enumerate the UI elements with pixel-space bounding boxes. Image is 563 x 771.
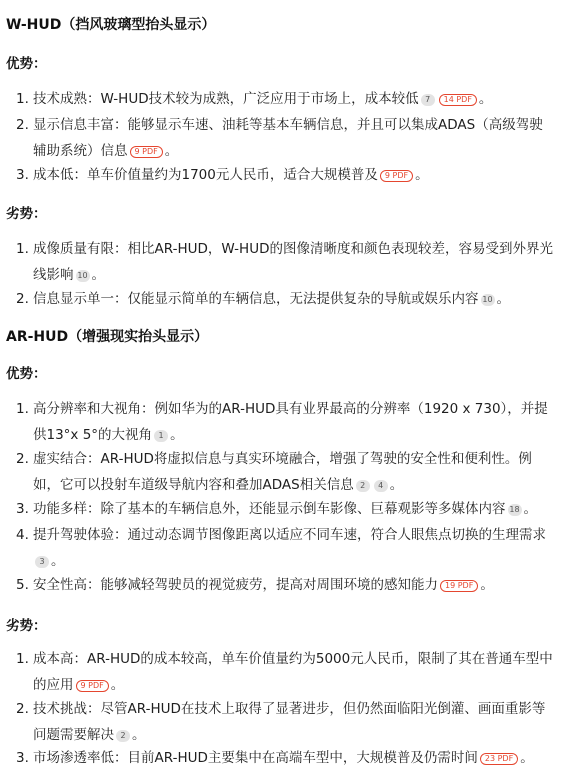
item-number: 1. bbox=[16, 241, 29, 257]
item-end-punct: 。 bbox=[170, 427, 184, 443]
citation-badge[interactable]: 10 bbox=[482, 295, 493, 304]
pdf-source-badge[interactable]: 23 PDF bbox=[480, 753, 518, 765]
item-number: 2. bbox=[16, 117, 29, 133]
item-number: 1. bbox=[16, 91, 29, 107]
item-text: 显示信息丰富：能够显示车速、油耗等基本车辆信息，并且可以集成ADAS（高级驾驶辅助系统）信息 bbox=[33, 117, 543, 159]
item-end-punct: 。 bbox=[520, 750, 534, 766]
list-item bbox=[16, 112, 554, 164]
pros-label: 优势： bbox=[6, 366, 47, 382]
item-end-punct: 。 bbox=[110, 677, 125, 693]
item-end-punct: 。 bbox=[480, 577, 494, 593]
item-number: 2. bbox=[16, 701, 29, 717]
cons-label: 劣势： bbox=[6, 206, 47, 222]
list-item bbox=[16, 86, 554, 112]
list-item bbox=[16, 696, 554, 748]
citation-badge[interactable]: 1 bbox=[154, 430, 168, 442]
citation-badge[interactable]: 10 bbox=[77, 271, 88, 280]
item-end-punct: 。 bbox=[51, 553, 65, 569]
item-text: 成本低：单车价值量约为1700元人民币，适合大规模普及 bbox=[33, 167, 378, 183]
item-end-punct: 。 bbox=[415, 167, 429, 183]
item-text: 技术挑战：尽管AR-HUD在技术上取得了显著进步，但仍然面临阳光倒灌、画面重影等问题需要解决 bbox=[33, 701, 546, 743]
item-text: 技术成熟：W-HUD技术较为成熟，广泛应用于市场上，成本较低 bbox=[33, 91, 419, 107]
pdf-source-badge[interactable]: 14 PDF bbox=[439, 94, 477, 106]
list-item bbox=[16, 522, 554, 574]
section-title-arhud: AR-HUD（增强现实抬头显示） bbox=[6, 329, 209, 345]
item-end-punct: 。 bbox=[164, 143, 179, 159]
list-item bbox=[16, 745, 554, 771]
pdf-source-badge[interactable]: 9 PDF bbox=[380, 170, 413, 182]
citation-badge[interactable]: 18 bbox=[509, 505, 520, 514]
item-number: 1. bbox=[16, 401, 29, 417]
item-text: 提升驾驶体验：通过动态调节图像距离以适应不同车速，符合人眼焦点切换的生理需求 bbox=[33, 527, 546, 543]
list-item bbox=[16, 646, 554, 698]
citation-badge[interactable]: 3 bbox=[35, 556, 49, 568]
item-number: 2. bbox=[16, 451, 29, 467]
citation-badge[interactable]: 2 bbox=[116, 730, 130, 742]
item-end-punct: 。 bbox=[389, 477, 404, 493]
item-text: 信息显示单一：仅能显示简单的车辆信息，无法提供复杂的导航或娱乐内容 bbox=[33, 291, 479, 307]
item-text: 功能多样：除了基本的车辆信息外，还能显示倒车影像、巨幕观影等多媒体内容 bbox=[33, 501, 506, 517]
list-item bbox=[16, 572, 554, 598]
item-number: 5. bbox=[16, 577, 29, 593]
list-item bbox=[16, 236, 554, 288]
item-end-punct: 。 bbox=[496, 291, 510, 307]
citation-badge[interactable]: 4 bbox=[374, 480, 388, 492]
item-number: 3. bbox=[16, 501, 29, 517]
item-text: 成像质量有限：相比AR-HUD，W-HUD的图像清晰度和颜色表现较差，容易受到外界光线影响 bbox=[33, 241, 553, 283]
list-item bbox=[16, 286, 554, 312]
list-item bbox=[16, 496, 554, 522]
item-end-punct: 。 bbox=[478, 91, 493, 107]
item-text: 高分辨率和大视角：例如华为的AR-HUD具有业界最高的分辨率（1920 x 730），并提供13°x 5°的大视角 bbox=[33, 401, 548, 443]
item-number: 3. bbox=[16, 750, 29, 766]
list-item bbox=[16, 396, 554, 448]
list-item bbox=[16, 162, 554, 188]
list-item bbox=[16, 446, 554, 498]
item-end-punct: 。 bbox=[132, 727, 146, 743]
item-text: 安全性高：能够减轻驾驶员的视觉疲劳，提高对周围环境的感知能力 bbox=[33, 577, 438, 593]
pdf-source-badge[interactable]: 19 PDF bbox=[440, 580, 478, 592]
citation-badge[interactable]: 7 bbox=[421, 94, 435, 106]
item-text: 成本高：AR-HUD的成本较高，单车价值量约为5000元人民币，限制了其在普通车型中的应用 bbox=[33, 651, 553, 693]
item-text: 虚实结合：AR-HUD将虚拟信息与真实环境融合，增强了驾驶的安全性和便利性。例如，它可以投射车道级导航内容和叠加ADAS相关信息 bbox=[33, 451, 532, 493]
section-title-whud: W-HUD（挡风玻璃型抬头显示） bbox=[6, 17, 216, 33]
item-text: 市场渗透率低：目前AR-HUD主要集中在高端车型中，大规模普及仍需时间 bbox=[33, 750, 478, 766]
citation-badge[interactable]: 2 bbox=[356, 480, 370, 492]
pdf-source-badge[interactable]: 9 PDF bbox=[76, 680, 109, 692]
pdf-source-badge[interactable]: 9 PDF bbox=[130, 146, 163, 158]
item-end-punct: 。 bbox=[91, 267, 105, 283]
pros-label: 优势： bbox=[6, 56, 47, 72]
item-number: 4. bbox=[16, 527, 29, 543]
cons-label: 劣势： bbox=[6, 618, 47, 634]
item-end-punct: 。 bbox=[523, 501, 537, 517]
item-number: 1. bbox=[16, 651, 29, 667]
item-number: 3. bbox=[16, 167, 29, 183]
item-number: 2. bbox=[16, 291, 29, 307]
